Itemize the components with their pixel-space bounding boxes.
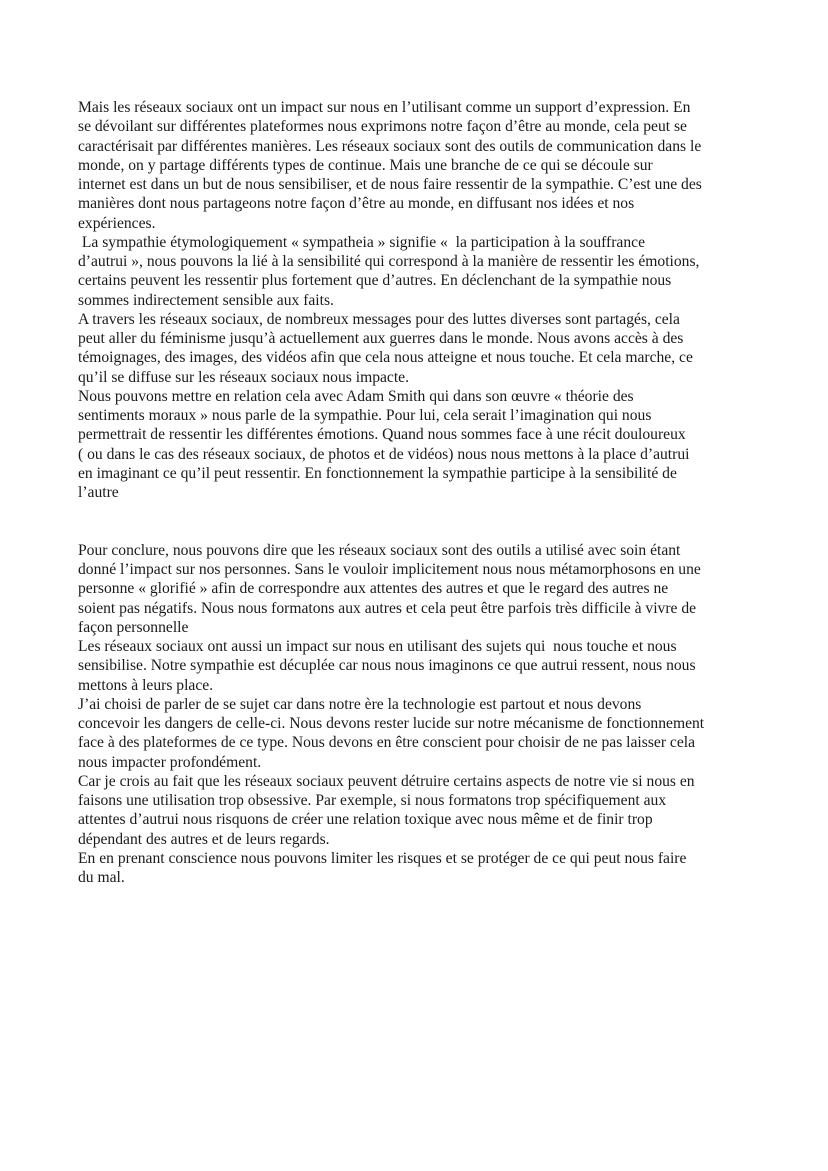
body-section-conclusion <box>78 541 778 888</box>
text-line: sentiments moraux » nous parle de la sympathie. Pour lui, cela serait l’imagination qui nous <box>78 407 652 424</box>
text-line: Les réseaux sociaux ont aussi un impact sur nous en utilisant des sujets qui nous touche et nous <box>78 638 677 655</box>
text-line: ( ou dans le cas des réseaux sociaux, de photos et de vidéos) nous nous mettons à la place d’autrui <box>78 445 690 463</box>
text-line: l’autre <box>78 484 119 501</box>
text-line: se dévoilant sur différentes plateformes nous exprimons notre façon d’être au monde, cela peut se <box>78 118 687 136</box>
text-line: peut aller du féminisme jusqu’à actuellement aux guerres dans le monde. Nous avons accès à des <box>78 330 684 347</box>
text-line: faisons une utilisation trop obsessive. Par exemple, si nous formatons trop spécifiquement aux <box>78 792 667 809</box>
text-line: Nous pouvons mettre en relation cela avec Adam Smith qui dans son œuvre « théorie des <box>78 387 634 405</box>
text-line: permettrait de ressentir les différentes émotions. Quand nous sommes face à une récit douloureux <box>78 426 686 444</box>
text-line: nous impacter profondément. <box>78 753 262 771</box>
text-line: mettons à leurs place. <box>78 676 214 694</box>
text-line: façon personnelle <box>78 618 189 636</box>
text-line: témoignages, des images, des vidéos afin que cela nous atteigne et nous touche. Et cela marche, ce <box>78 349 693 367</box>
text-line: Pour conclure, nous pouvons dire que les réseaux sociaux sont des outils a utilisé avec soin étant <box>78 541 681 559</box>
text-line: J’ai choisi de parler de se sujet car dans notre ère la technologie est partout et nous devons <box>78 695 642 713</box>
text-line: du mal. <box>78 869 125 886</box>
text-line: dépendant des autres et de leurs regards. <box>78 830 330 848</box>
text-line: en imaginant ce qu’il peut ressentir. En fonctionnement la sympathie participe à la sensibilité de <box>78 464 677 482</box>
text-line: attentes d’autrui nous risquons de créer une relation toxique avec nous même et de finir trop <box>78 811 653 829</box>
text-line: La sympathie étymologiquement « sympatheia » signifie « la participation à la souffrance <box>78 233 645 251</box>
text-line: donné l’impact sur nos personnes. Sans le vouloir implicitement nous nous métamorphosons en une <box>78 561 701 578</box>
text-line: expériences. <box>78 214 156 232</box>
text-line: personne « glorifié » afin de correspondre aux attentes des autres et que le regard des autres ne <box>78 580 669 598</box>
text-line: face à des plateformes de ce type. Nous devons en être conscient pour choisir de ne pas laisser cela <box>78 734 696 752</box>
text-line: manières dont nous partageons notre façon d’être au monde, en diffusant nos idées et nos <box>78 195 635 213</box>
text-line: concevoir les dangers de celle-ci. Nous devons rester lucide sur notre mécanisme de fonctionnement <box>78 715 705 732</box>
text-line: A travers les réseaux sociaux, de nombreux messages pour des luttes diverses sont partagés, cela <box>78 310 680 328</box>
text-line: Mais les réseaux sociaux ont un impact sur nous en l’utilisant comme un support d’expression. En <box>78 99 691 116</box>
text-line: En en prenant conscience nous pouvons limiter les risques et se protéger de ce qui peut nous faire <box>78 849 687 867</box>
text-line: caractérisait par différentes manières. Les réseaux sociaux sont des outils de communication dans le <box>78 137 702 155</box>
text-line: soient pas négatifs. Nous nous formatons aux autres et cela peut être parfois très difficile à vivre de <box>78 599 697 617</box>
document-page <box>78 98 778 887</box>
text-line: d’autrui », nous pouvons la lié à la sensibilité qui correspond à la manière de ressentir les émotions, <box>78 253 700 270</box>
text-line: certains peuvent les ressentir plus fortement que d’autres. En déclenchant de la sympathie nous <box>78 272 672 290</box>
text-line: Car je crois au fait que les réseaux sociaux peuvent détruire certains aspects de notre vie si nous en <box>78 772 695 790</box>
text-line: sensibilise. Notre sympathie est décuplée car nous nous imaginons ce que autrui ressent, nous nous <box>78 657 696 675</box>
text-line: monde, on y partage différents types de continue. Mais une branche de ce qui se découle sur <box>78 156 653 174</box>
text-line: sommes indirectement sensible aux faits. <box>78 291 334 309</box>
text-line: internet est dans un but de nous sensibiliser, et de nous faire ressentir de la sympathie. C’est une des <box>78 176 702 193</box>
paragraph-gap <box>78 502 778 541</box>
text-line: qu’il se diffuse sur les réseaux sociaux nous impacte. <box>78 368 409 386</box>
body-section-argument <box>78 98 778 502</box>
